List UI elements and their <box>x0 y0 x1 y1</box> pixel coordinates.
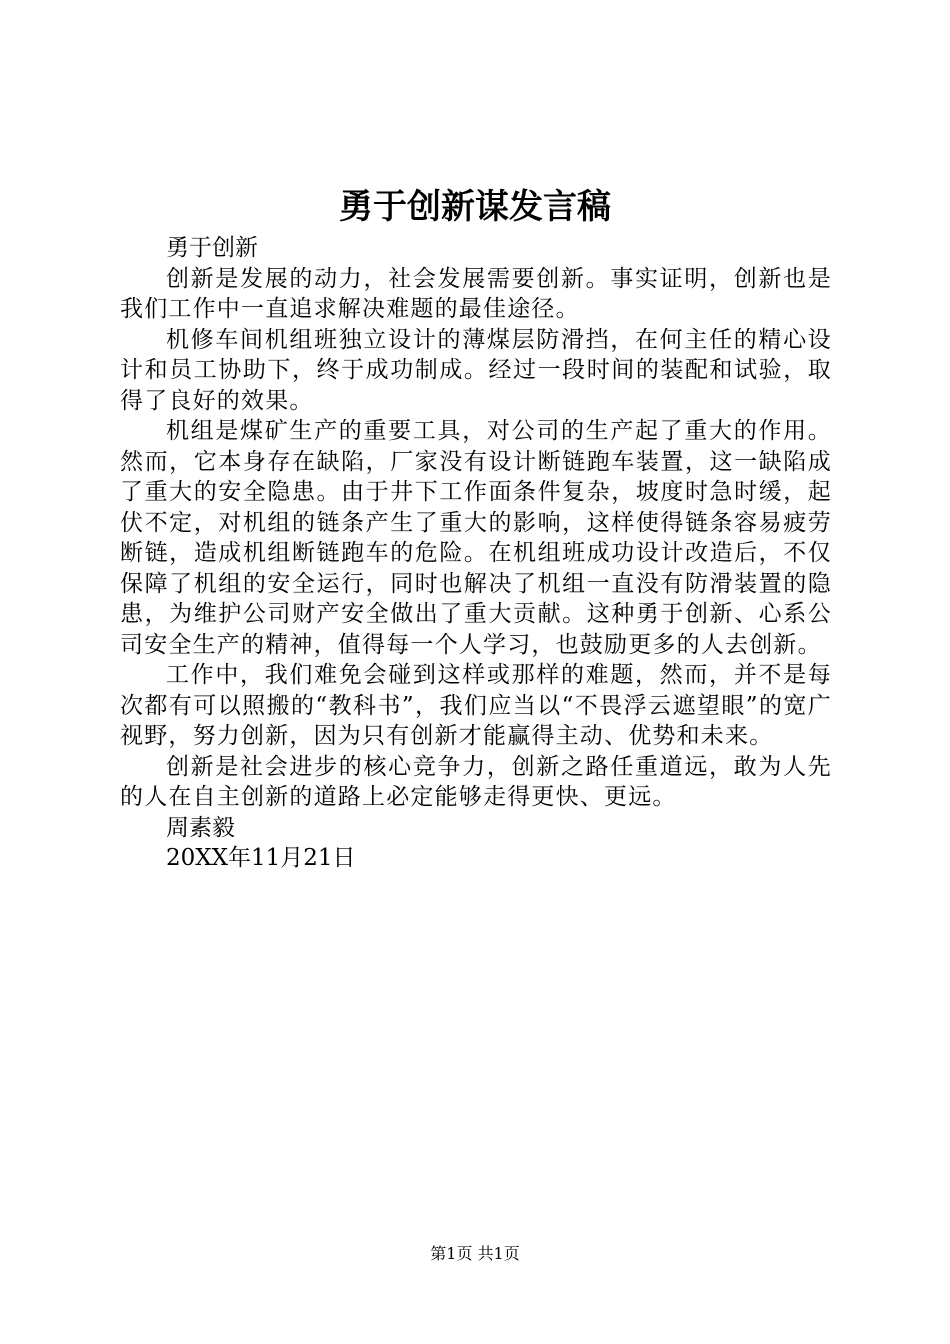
paragraph-3: 机组是煤矿生产的重要工具，对公司的生产起了重大的作用。然而，它本身存在缺陷，厂家没有设计断链跑车装置，这一缺陷成了重大的安全隐患。由于井下工作面条件复杂，坡度时急时缓，起伏不定，对机组的链条产生了重大的影响，这样使得链条容易疲劳断链，造成机组断链跑车的危险。在机组班成功设计改造后，不仅保障了机组的安全运行，同时也解决了机组一直没有防滑装置的隐患，为维护公司财产安全做出了重大贡献。这种勇于创新、心系公司安全生产的精神，值得每一个人学习，也鼓励更多的人去创新。 <box>120 418 832 658</box>
section-heading: 勇于创新 <box>166 235 258 261</box>
author-name: 周素毅 <box>166 814 235 841</box>
paragraph-5: 创新是社会进步的核心竞争力，创新之路任重道远，敢为人先的人在自主创新的道路上必定能够走得更快、更远。 <box>120 753 832 810</box>
document-date: 20XX年11月21日 <box>166 845 356 871</box>
paragraph-1: 创新是发展的动力，社会发展需要创新。事实证明，创新也是我们工作中一直追求解决难题的最佳途径。 <box>120 265 832 322</box>
page-footer: 第1页 共1页 <box>430 1244 520 1263</box>
document-title: 勇于创新谋发言稿 <box>339 187 611 227</box>
document-body <box>120 233 832 874</box>
paragraph-4: 工作中，我们难免会碰到这样或那样的难题，然而，并不是每次都有可以照搬的“教科书”，我们应当以“不畏浮云遮望眼”的宽广视野，努力创新，因为只有创新才能赢得主动、优势和未来。 <box>120 662 832 749</box>
paragraph-2: 机修车间机组班独立设计的薄煤层防滑挡，在何主任的精心设计和员工协助下，终于成功制成。经过一段时间的装配和试验，取得了良好的效果。 <box>120 326 832 414</box>
